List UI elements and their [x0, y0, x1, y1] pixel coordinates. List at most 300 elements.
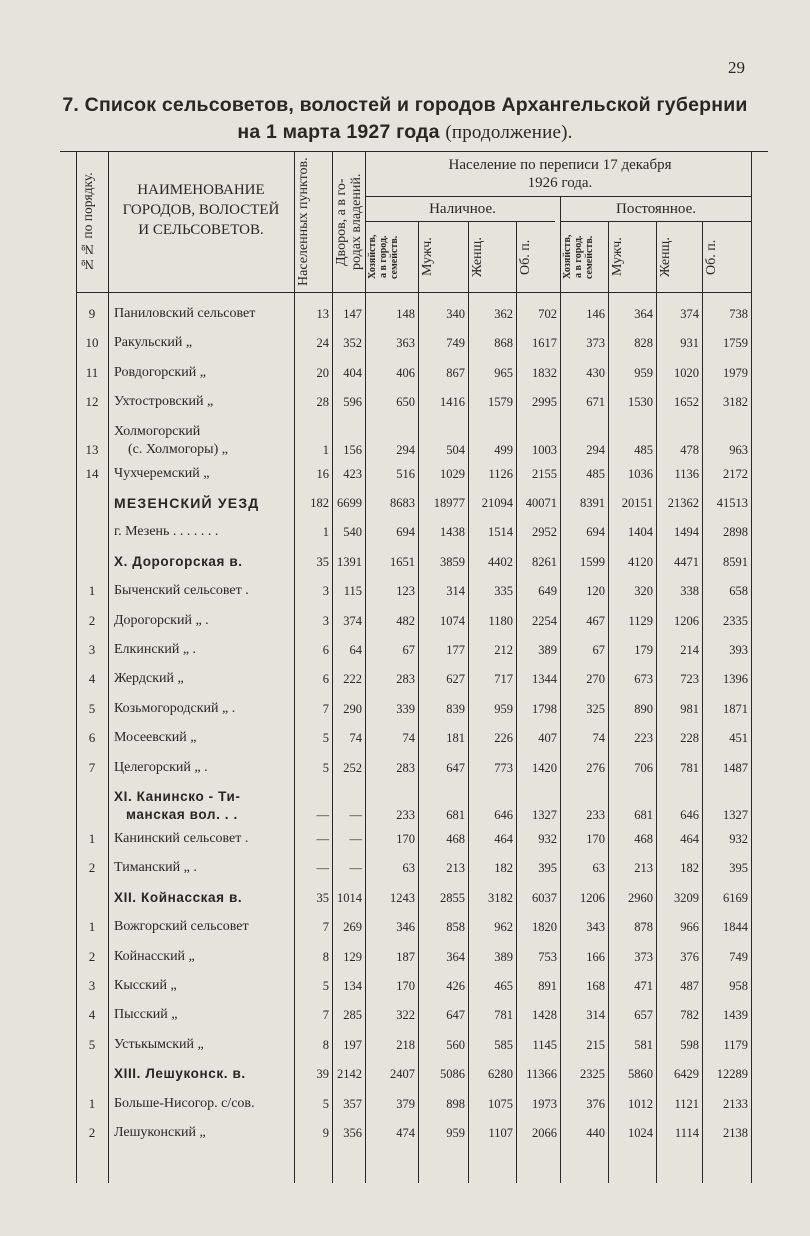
- page-subtitle: [0, 121, 810, 144]
- row-value: 1003: [532, 442, 557, 457]
- row-number: 7: [88, 759, 96, 775]
- row-value: 16: [316, 466, 329, 481]
- row-value: 3: [322, 584, 329, 599]
- row-value: 474: [396, 1126, 415, 1140]
- row-value: 627: [446, 672, 465, 687]
- row-name: Быченский сельсовет .: [114, 583, 249, 599]
- row-value: 959: [446, 1126, 465, 1140]
- row-value: 2155: [532, 466, 557, 481]
- row-value: 407: [538, 731, 557, 746]
- row-value: 134: [343, 979, 362, 993]
- row-value: 212: [494, 643, 513, 657]
- row-value: 482: [396, 613, 415, 628]
- row-value: 1014: [337, 890, 362, 905]
- row-name: МЕЗЕНСКИЙ УЕЗД: [114, 495, 260, 511]
- row-name: Кысский „: [114, 978, 177, 993]
- column-rule: [108, 151, 109, 1183]
- row-value: 379: [396, 1096, 415, 1111]
- row-value: 376: [680, 949, 699, 964]
- row-value: 464: [494, 832, 513, 846]
- row-value: 7: [322, 701, 329, 716]
- row-number: 1: [88, 583, 96, 599]
- header-households-line: Хозяйств,: [562, 234, 573, 280]
- header-households-line: а в город.: [573, 235, 584, 279]
- row-value: 5860: [628, 1067, 653, 1082]
- header-households-line: а в город.: [378, 235, 389, 279]
- row-value: 6: [322, 672, 329, 687]
- row-value: 406: [396, 365, 415, 380]
- row-value: 166: [586, 949, 605, 964]
- header-census: [370, 156, 750, 192]
- row-value: 1243: [390, 890, 415, 905]
- row-value: 374: [680, 307, 699, 321]
- row-name: Мосеевский „: [114, 730, 197, 746]
- row-value: 1012: [628, 1096, 653, 1111]
- row-value: 197: [343, 1037, 362, 1052]
- header-name-line: ГОРОДОВ, ВОЛОСТЕЙ: [122, 202, 280, 218]
- row-value: 965: [494, 365, 513, 380]
- row-value: 74: [349, 731, 362, 746]
- row-value: 858: [446, 920, 465, 935]
- row-value: 182: [680, 861, 699, 876]
- row-name: Жердский „: [114, 671, 184, 687]
- row-value: 1327: [532, 808, 557, 822]
- row-value: 781: [680, 760, 699, 775]
- row-value: 64: [349, 643, 362, 657]
- row-number: 12: [85, 394, 99, 410]
- row-name: Дорогорский „ .: [114, 612, 209, 628]
- row-value: 1075: [488, 1096, 513, 1111]
- header-total: Об. п.: [518, 239, 533, 275]
- header-name: [110, 180, 292, 240]
- row-value: 1126: [488, 466, 513, 481]
- row-value: 828: [634, 336, 653, 351]
- row-number: 2: [88, 1125, 96, 1140]
- row-value: 24: [316, 336, 329, 351]
- row-number: [76, 1063, 108, 1085]
- row-value: 2138: [723, 1126, 748, 1140]
- row-value: 270: [586, 672, 605, 687]
- row-value: 487: [680, 979, 699, 993]
- row-value: 1029: [440, 466, 465, 481]
- row-value: 269: [343, 920, 362, 935]
- row-value: 2066: [532, 1126, 557, 1140]
- row-value: 74: [592, 731, 605, 746]
- row-number: [76, 804, 108, 826]
- row-value: 1391: [337, 554, 362, 569]
- row-value: 1530: [628, 395, 653, 410]
- row-value: 148: [396, 307, 415, 321]
- row-number: [76, 887, 108, 909]
- row-name-continued: (с. Холмогоры) „: [128, 441, 228, 457]
- row-value: 2335: [723, 613, 748, 628]
- header-no: №№ по порядку.: [80, 172, 95, 272]
- row-value: 5086: [440, 1067, 465, 1082]
- header-female: Женщ.: [470, 237, 485, 277]
- row-value: 504: [446, 442, 465, 457]
- row-value: 485: [634, 442, 653, 457]
- row-value: 21094: [481, 496, 513, 510]
- row-value: 465: [494, 979, 513, 993]
- row-value: 467: [586, 613, 605, 628]
- row-number: 1: [88, 1095, 96, 1111]
- header-households-line: Хозяйств,: [367, 234, 378, 280]
- row-value: 177: [446, 643, 465, 657]
- row-value: 6: [322, 643, 329, 657]
- row-value: 356: [343, 1126, 362, 1140]
- row-value: 1180: [488, 613, 513, 628]
- row-value: 363: [396, 336, 415, 351]
- row-value: 681: [634, 808, 653, 822]
- row-value: 218: [396, 1037, 415, 1052]
- row-value: —: [316, 808, 329, 822]
- row-name-continued: манская вол. . .: [126, 807, 238, 822]
- row-value: 352: [343, 336, 362, 351]
- row-value: 1020: [674, 365, 699, 380]
- row-value: 1798: [532, 701, 557, 716]
- row-value: 343: [586, 920, 605, 935]
- header-bottom-rule: [76, 292, 752, 293]
- row-value: 314: [446, 584, 465, 599]
- row-value: 478: [680, 442, 699, 457]
- row-value: 1129: [628, 613, 653, 628]
- row-value: 1396: [723, 672, 748, 687]
- row-value: 182: [310, 496, 329, 510]
- header-households-line: семейств.: [389, 235, 400, 279]
- row-value: 5: [322, 1096, 329, 1111]
- row-name: Устькымский „: [114, 1036, 204, 1052]
- row-value: 2142: [337, 1067, 362, 1082]
- row-name: Вожгорский сельсовет: [114, 919, 249, 935]
- row-value: 3182: [723, 395, 748, 410]
- row-value: 753: [538, 949, 557, 964]
- row-value: 2952: [532, 525, 557, 540]
- row-value: 658: [729, 584, 748, 599]
- row-value: 485: [586, 466, 605, 481]
- row-name: Чухчеремский „: [114, 465, 210, 481]
- row-number: 3: [88, 642, 96, 657]
- row-value: 13: [316, 307, 329, 321]
- row-value: 540: [343, 525, 362, 540]
- row-name: Тиманский „ .: [114, 860, 197, 876]
- row-value: 170: [586, 832, 605, 846]
- row-value: 959: [494, 701, 513, 716]
- header-census-line: 1926 года.: [527, 175, 593, 191]
- row-value: 878: [634, 920, 653, 935]
- row-value: 959: [634, 365, 653, 380]
- row-value: 2407: [390, 1067, 415, 1082]
- row-value: 839: [446, 701, 465, 716]
- header-yards-line: родах владений.: [349, 173, 364, 271]
- row-value: 1074: [440, 613, 465, 628]
- row-value: 585: [494, 1037, 513, 1052]
- header-female: Женщ.: [658, 237, 673, 277]
- row-name: Пысский „: [114, 1007, 178, 1023]
- row-value: —: [349, 832, 362, 846]
- row-number: 10: [85, 335, 99, 351]
- row-name: XIII. Лешуконск. в.: [114, 1066, 246, 1082]
- row-value: 213: [446, 861, 465, 876]
- row-value: 5: [322, 760, 329, 775]
- row-value: 314: [586, 1008, 605, 1023]
- row-value: 650: [396, 395, 415, 410]
- title-continuation: (продолжение).: [445, 122, 573, 143]
- row-number: 1: [88, 831, 96, 846]
- row-value: 187: [396, 949, 415, 964]
- row-value: 2325: [580, 1067, 605, 1082]
- row-value: 1617: [532, 336, 557, 351]
- row-value: 773: [494, 760, 513, 775]
- header-households: [367, 226, 416, 288]
- row-name: Ракульский „: [114, 335, 193, 351]
- header-yards: [334, 156, 364, 288]
- row-value: 346: [396, 920, 415, 935]
- row-value: 283: [396, 672, 415, 687]
- row-value: 252: [343, 760, 362, 775]
- row-name: Койнасский „: [114, 948, 195, 964]
- row-value: 426: [446, 979, 465, 993]
- row-value: 451: [729, 731, 748, 746]
- row-value: 931: [680, 336, 699, 351]
- row-value: 35: [316, 554, 329, 569]
- row-value: 962: [494, 920, 513, 935]
- row-value: 694: [396, 525, 415, 540]
- column-rule: [751, 151, 752, 1183]
- row-value: —: [316, 861, 329, 876]
- row-value: 898: [446, 1096, 465, 1111]
- row-value: 464: [680, 832, 699, 846]
- row-number: 14: [85, 465, 99, 481]
- row-value: 325: [586, 701, 605, 716]
- row-value: 1599: [580, 554, 605, 569]
- row-value: 41513: [716, 496, 748, 510]
- row-value: 1973: [532, 1096, 557, 1111]
- row-value: 28: [316, 395, 329, 410]
- row-value: 40071: [525, 496, 557, 510]
- row-value: 222: [343, 672, 362, 687]
- row-value: 717: [494, 672, 513, 687]
- row-value: 3182: [488, 890, 513, 905]
- row-value: 1136: [674, 466, 699, 481]
- row-value: 147: [343, 307, 362, 321]
- row-value: 395: [538, 861, 557, 876]
- row-value: 374: [343, 613, 362, 628]
- row-number: 1: [88, 919, 96, 935]
- row-value: 1438: [440, 525, 465, 540]
- title-date: на 1 марта 1927 года: [237, 121, 440, 143]
- row-value: 749: [446, 336, 465, 351]
- row-value: 2960: [628, 890, 653, 905]
- row-value: 647: [446, 1008, 465, 1023]
- row-value: 322: [396, 1008, 415, 1023]
- row-value: 74: [402, 731, 415, 746]
- row-value: 1: [322, 442, 329, 457]
- row-value: 932: [538, 832, 557, 846]
- row-value: 6699: [337, 496, 362, 510]
- row-value: 1: [322, 525, 329, 540]
- row-value: 146: [586, 307, 605, 321]
- row-value: 4120: [628, 554, 653, 569]
- row-value: 290: [343, 701, 362, 716]
- row-value: 182: [494, 861, 513, 876]
- row-value: 423: [343, 466, 362, 481]
- row-value: 1871: [723, 701, 748, 716]
- row-value: 468: [634, 832, 653, 846]
- row-value: 362: [494, 307, 513, 321]
- header-yards-line: Дворов, а в го-: [334, 178, 349, 266]
- header-census-line: Население по переписи 17 декабря: [448, 157, 672, 173]
- header-total: Об. п.: [704, 239, 719, 275]
- present-sub-rule: [365, 221, 555, 222]
- row-value: 283: [396, 760, 415, 775]
- row-value: 4402: [488, 554, 513, 569]
- row-number: 3: [88, 978, 96, 993]
- row-value: 6037: [532, 890, 557, 905]
- row-value: 35: [316, 890, 329, 905]
- row-value: 1651: [390, 554, 415, 569]
- row-value: 67: [402, 643, 415, 657]
- row-value: 1428: [532, 1008, 557, 1023]
- row-value: 649: [538, 584, 557, 599]
- header-name-line: НАИМЕНОВАНИЕ: [137, 182, 265, 198]
- header-male: Мужч.: [420, 237, 435, 277]
- row-value: 67: [592, 643, 605, 657]
- row-value: 958: [729, 979, 748, 993]
- row-number: [76, 521, 108, 543]
- row-value: 8: [322, 949, 329, 964]
- header-households-line: семейств.: [584, 235, 595, 279]
- row-value: 364: [634, 307, 653, 321]
- row-value: 7: [322, 920, 329, 935]
- row-value: 1514: [488, 525, 513, 540]
- row-value: 1121: [674, 1096, 699, 1111]
- row-name: XII. Койнасская в.: [114, 889, 243, 905]
- row-value: 781: [494, 1008, 513, 1023]
- row-value: 2133: [723, 1096, 748, 1111]
- row-value: 123: [396, 584, 415, 599]
- row-number: 2: [88, 948, 96, 964]
- row-value: 389: [538, 643, 557, 657]
- row-value: 890: [634, 701, 653, 716]
- row-value: 120: [586, 584, 605, 599]
- row-value: 373: [634, 949, 653, 964]
- header-name-line: И СЕЛЬСОВЕТОВ.: [138, 222, 264, 238]
- row-value: 3209: [674, 890, 699, 905]
- row-value: 226: [494, 731, 513, 746]
- row-value: 891: [538, 979, 557, 993]
- row-value: 749: [729, 949, 748, 964]
- row-value: 5: [322, 731, 329, 746]
- row-value: 12289: [716, 1067, 748, 1082]
- row-value: 2995: [532, 395, 557, 410]
- row-value: 598: [680, 1037, 699, 1052]
- row-value: 647: [446, 760, 465, 775]
- row-value: 966: [680, 920, 699, 935]
- row-value: 932: [729, 832, 748, 846]
- row-value: 3: [322, 613, 329, 628]
- row-value: 8591: [723, 554, 748, 569]
- row-value: 2898: [723, 525, 748, 540]
- header-households: [562, 226, 606, 288]
- row-value: 335: [494, 584, 513, 599]
- row-value: 1416: [440, 395, 465, 410]
- row-value: 285: [343, 1008, 362, 1023]
- row-value: 339: [396, 701, 415, 716]
- row-value: 170: [396, 832, 415, 846]
- row-value: 294: [586, 442, 605, 457]
- row-value: 673: [634, 672, 653, 687]
- row-value: 782: [680, 1008, 699, 1023]
- row-value: 214: [680, 643, 699, 657]
- row-value: 115: [343, 584, 362, 599]
- row-value: 702: [538, 307, 557, 321]
- row-value: 8391: [580, 496, 605, 510]
- row-name: Лешуконский „: [114, 1125, 206, 1140]
- row-value: 2254: [532, 613, 557, 628]
- row-value: 8683: [390, 496, 415, 510]
- row-value: 21362: [667, 496, 699, 510]
- row-value: 276: [586, 760, 605, 775]
- row-name: Канинский сельсовет .: [114, 831, 249, 846]
- row-value: 156: [343, 442, 362, 457]
- row-value: 9: [322, 1126, 329, 1140]
- row-number: 11: [85, 364, 99, 380]
- row-value: 63: [402, 861, 415, 876]
- row-value: —: [349, 808, 362, 822]
- row-name: Елкинский „ .: [114, 642, 197, 657]
- row-value: 657: [634, 1008, 653, 1023]
- row-value: 681: [446, 808, 465, 822]
- row-name: Паниловский сельсовет: [114, 306, 256, 321]
- row-value: 181: [446, 731, 465, 746]
- row-value: 376: [586, 1096, 605, 1111]
- row-name: Ухтостровский „: [114, 394, 214, 410]
- row-value: 11366: [526, 1067, 557, 1082]
- row-value: 1206: [580, 890, 605, 905]
- row-value: —: [349, 861, 362, 876]
- row-value: 357: [343, 1096, 362, 1111]
- header-permanent: Постоянное.: [616, 201, 696, 217]
- row-number: 4: [88, 1007, 96, 1023]
- row-value: 468: [446, 832, 465, 846]
- row-value: —: [316, 832, 329, 846]
- row-name: XI. Канинско - Ти-: [114, 789, 241, 804]
- row-value: 560: [446, 1037, 465, 1052]
- row-value: 20151: [621, 496, 653, 510]
- row-value: 1036: [628, 466, 653, 481]
- row-name: X. Дорогорская в.: [114, 553, 243, 569]
- row-value: 3859: [440, 554, 465, 569]
- row-number: 6: [88, 730, 96, 746]
- row-value: 499: [494, 442, 513, 457]
- row-number: [76, 492, 108, 514]
- row-value: 1420: [532, 760, 557, 775]
- row-value: 1759: [723, 336, 748, 351]
- header-points: Населенных пунктов.: [296, 157, 311, 287]
- row-name: г. Мезень . . . . . . .: [114, 524, 219, 540]
- row-value: 168: [586, 979, 605, 993]
- row-number: 5: [88, 700, 96, 716]
- row-value: 8261: [532, 554, 557, 569]
- row-value: 233: [396, 808, 415, 822]
- row-value: 2172: [723, 466, 748, 481]
- row-value: 1145: [532, 1037, 557, 1052]
- row-value: 723: [680, 672, 699, 687]
- row-value: 7: [322, 1008, 329, 1023]
- row-value: 340: [446, 307, 465, 321]
- row-value: 471: [634, 979, 653, 993]
- row-value: 228: [680, 731, 699, 746]
